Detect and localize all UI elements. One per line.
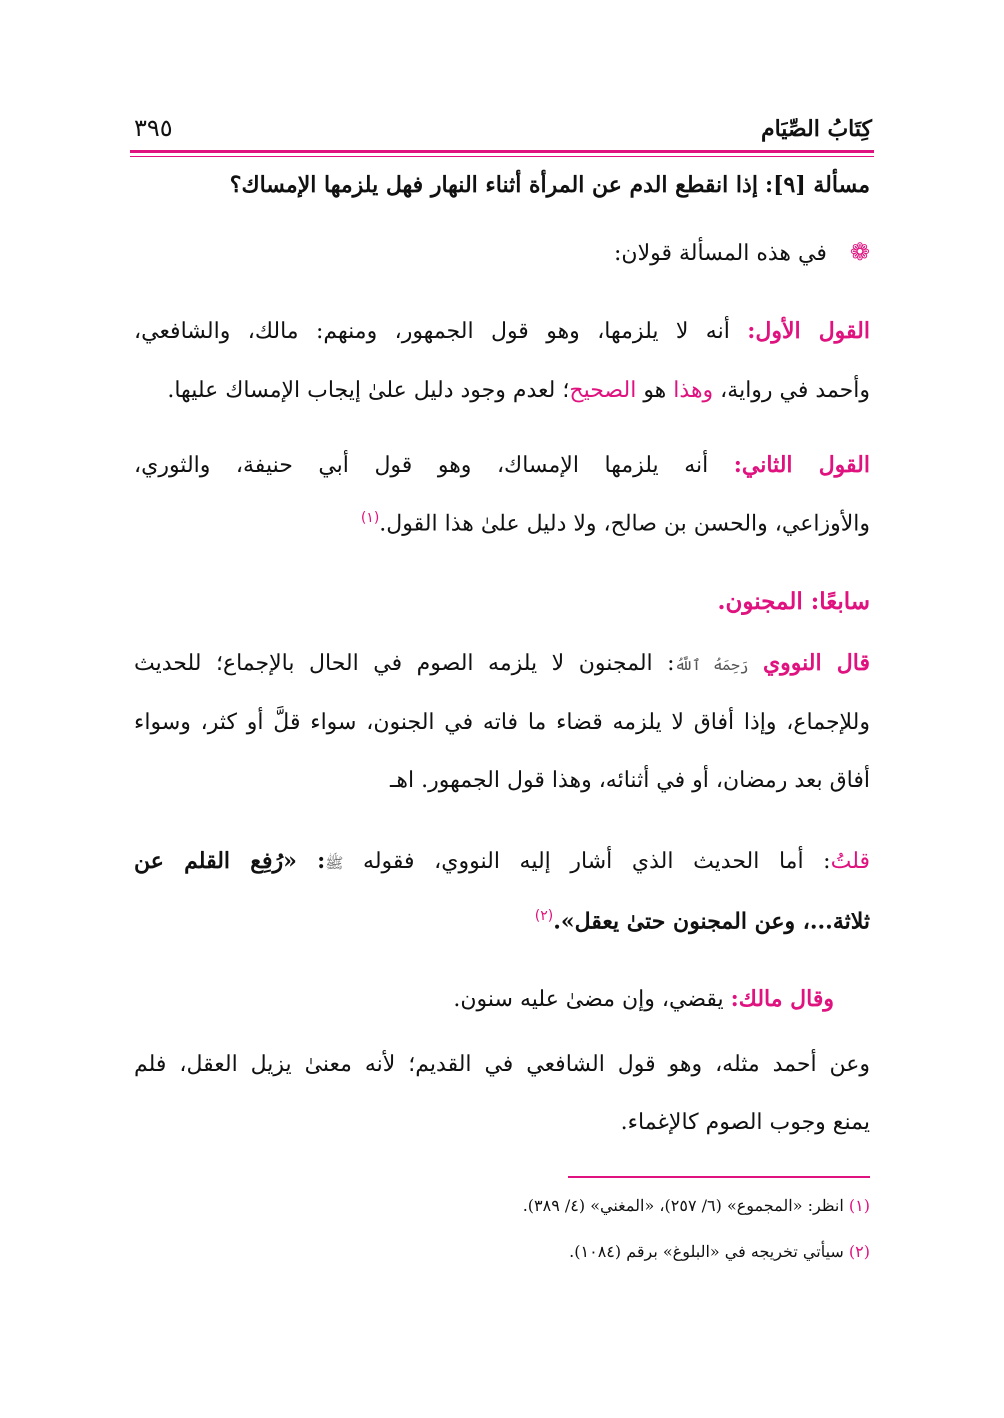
first-opinion-text: أنه لا يلزمها، وهو قول الجمهور، ومنهم: مالك، والشافعي،	[134, 319, 730, 344]
footnote-text: سيأتي تخريجه في «البلوغ» برقم (١٠٨٤).	[569, 1242, 844, 1261]
malik-line	[134, 986, 834, 1012]
author-note-line1	[134, 848, 870, 876]
footnote-separator	[568, 1176, 870, 1178]
question-heading	[134, 172, 870, 198]
nawawi-line2	[134, 710, 870, 735]
intro-line	[134, 238, 870, 266]
first-opinion-line2	[134, 378, 870, 403]
malik-label: وقال مالك:	[730, 986, 834, 1012]
footnote-text: انظر: «المجموع» (٦/ ٢٥٧)، «المغني» (٤/ ٣٨٩).	[522, 1196, 844, 1215]
salutation-glyph: ﷺ	[325, 854, 344, 872]
intro-text: في هذه المسألة قولان:	[614, 241, 827, 266]
first-opinion-text-a: وأحمد في رواية،	[720, 378, 870, 403]
first-opinion-text-e: ؛ لعدم وجود دليل علىٰ إيجاب الإمساك عليها.	[167, 378, 570, 403]
footnote-number: (٢)	[848, 1242, 870, 1261]
hadith-start: : «رُفِع القلم عن	[134, 848, 326, 874]
author-note-label: قلتُ	[830, 849, 870, 874]
second-opinion-text: أنه يلزمها الإمساك، وهو قول أبي حنيفة، والثوري،	[134, 453, 709, 478]
page-header	[130, 112, 874, 152]
nawawi-text-2: وللإجماع، وإذا أفاق لا يلزمه قضاء ما فاته في الجنون، سواء قلَّ أو كثر، وسواء	[134, 710, 871, 735]
flower-ornament-icon: ❁	[849, 238, 870, 266]
question-label: مسألة [٩]:	[764, 172, 870, 198]
ahmad-text-1: وعن أحمد مثله، وهو قول الشافعي في القديم؛ لأنه معنىٰ يزيل العقل، فلم	[134, 1052, 870, 1077]
nawawi-text-3: أفاق بعد رمضان، أو في أثنائه، وهذا قول الجمهور. اهـ	[389, 768, 870, 793]
second-opinion-label: القول الثاني:	[733, 452, 870, 478]
footnote-ref-1[interactable]: (١)	[360, 510, 380, 526]
header-rule-thin	[130, 156, 874, 157]
second-opinion-line2	[134, 510, 870, 536]
honorific-glyph: رَحِمَهُ ٱللَّهُ	[674, 656, 749, 674]
question-text: إذا انقطع الدم عن المرأة أثناء النهار فهل يلزمها الإمساك؟	[229, 172, 758, 198]
ahmad-text-2: يمنع وجوب الصوم كالإغماء.	[620, 1110, 870, 1135]
running-title: كِتَابُ الصِّيَام	[760, 116, 872, 142]
footnote-number: (١)	[848, 1196, 870, 1215]
second-opinion-line1	[134, 452, 870, 478]
second-opinion-text-2: والأوزاعي، والحسن بن صالح، ولا دليل علىٰ هذا القول.	[379, 511, 870, 537]
emphasis-this: وهذا	[673, 378, 714, 403]
malik-text: يقضي، وإن مضىٰ عليه سنون.	[453, 987, 724, 1012]
author-note-line2	[134, 908, 870, 934]
first-opinion-text-c: هو	[643, 378, 667, 403]
nawawi-line1	[134, 650, 870, 676]
nawawi-text-1: : المجنون لا يلزمه الصوم في الحال بالإجماع؛ للحديث	[134, 651, 675, 676]
header-rule	[130, 150, 874, 153]
ahmad-line2	[134, 1110, 870, 1135]
page-number: ٣٩٥	[134, 114, 173, 142]
footnote-1	[134, 1196, 870, 1215]
footnote-ref-2[interactable]: (٢)	[534, 908, 554, 924]
nawawi-line3	[134, 768, 870, 793]
section-heading-text: سابعًا: المجنون.	[717, 588, 870, 615]
footnote-2	[134, 1242, 870, 1261]
nawawi-label: قال النووي	[762, 650, 870, 676]
first-opinion-line1	[134, 318, 870, 344]
hadith-end: ثلاثة...، وعن المجنون حتىٰ يعقل».	[553, 908, 870, 935]
ahmad-line1	[134, 1052, 870, 1077]
emphasis-correct: الصحيح	[569, 378, 637, 403]
author-note-text-a: : أما الحديث الذي أشار إليه النووي، فقوله	[363, 849, 831, 874]
first-opinion-label: القول الأول:	[747, 318, 870, 344]
section-heading	[134, 588, 870, 615]
